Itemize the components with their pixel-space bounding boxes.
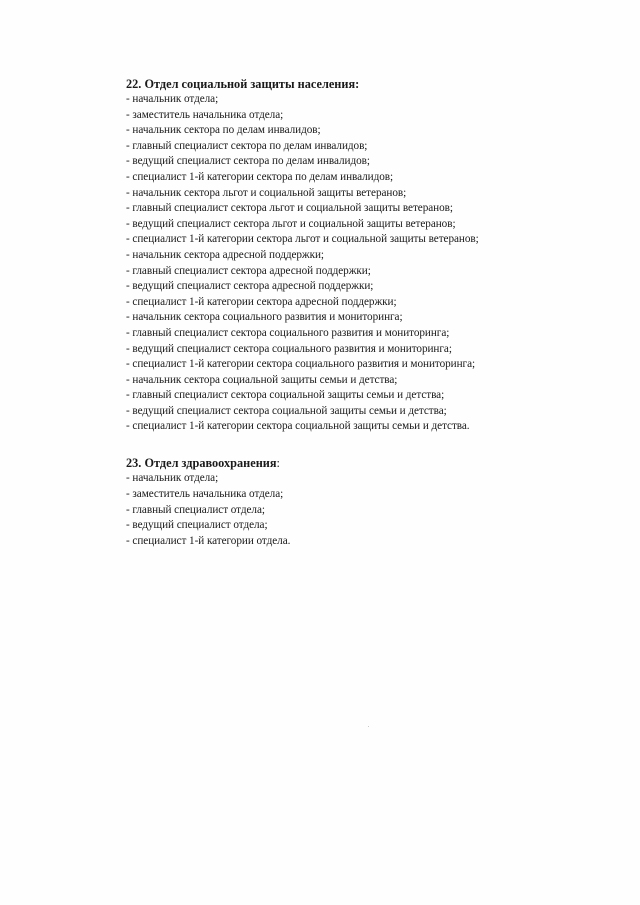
list-item: - начальник сектора социального развития и мониторинга; bbox=[126, 311, 403, 324]
list-item: - специалист 1-й категории сектора по делам инвалидов; bbox=[126, 170, 394, 183]
list-item: - специалист 1-й категории отдела. bbox=[126, 535, 291, 548]
list-item: - начальник отдела; bbox=[126, 472, 219, 484]
section-heading-text: 23. Отдел здравоохранения bbox=[126, 456, 277, 470]
list-item: - главный специалист сектора по делам инвалидов; bbox=[126, 139, 368, 152]
list-item: - специалист 1-й категории сектора адресной поддержки; bbox=[126, 295, 397, 308]
list-item: - специалист 1-й категории сектора социального развития и мониторинга; bbox=[126, 358, 476, 371]
section-heading-suffix: : bbox=[276, 456, 280, 470]
list-item: - ведущий специалист сектора социальной защиты семьи и детства; bbox=[126, 404, 447, 417]
list-item: - специалист 1-й категории сектора социальной защиты семьи и детства. bbox=[126, 420, 470, 433]
list-item: - начальник сектора льгот и социальной защиты ветеранов; bbox=[126, 186, 407, 199]
scan-speck bbox=[368, 726, 369, 727]
list-item: - главный специалист сектора адресной поддержки; bbox=[126, 264, 371, 277]
section-heading: 22. Отдел социальной защиты населения: bbox=[126, 77, 360, 91]
list-item: - начальник сектора социальной защиты семьи и детства; bbox=[126, 373, 398, 386]
list-item: - начальник сектора адресной поддержки; bbox=[126, 248, 324, 261]
list-item: - ведущий специалист сектора социального развития и мониторинга; bbox=[126, 342, 452, 355]
position-list bbox=[126, 471, 626, 550]
list-item: - ведущий специалист сектора по делам инвалидов; bbox=[126, 155, 370, 168]
section-social-protection bbox=[126, 76, 626, 435]
list-item: - заместитель начальника отдела; bbox=[126, 487, 284, 500]
list-item: - ведущий специалист сектора адресной поддержки; bbox=[126, 280, 374, 293]
position-list bbox=[126, 92, 626, 435]
section-heading bbox=[126, 455, 626, 471]
list-item: - ведущий специалист отдела; bbox=[126, 519, 268, 532]
list-item: - главный специалист сектора социальной защиты семьи и детства; bbox=[126, 389, 445, 402]
list-item: - заместитель начальника отдела; bbox=[126, 108, 284, 121]
list-item: - начальник отдела; bbox=[126, 93, 219, 105]
list-item: - главный специалист сектора социального развития и мониторинга; bbox=[126, 326, 450, 339]
list-item: - ведущий специалист сектора льгот и социальной защиты ветеранов; bbox=[126, 217, 456, 230]
list-item: - начальник сектора по делам инвалидов; bbox=[126, 124, 321, 137]
list-item: - главный специалист сектора льгот и социальной защиты ветеранов; bbox=[126, 202, 453, 215]
section-healthcare bbox=[126, 455, 626, 550]
list-item: - главный специалист отдела; bbox=[126, 503, 265, 516]
list-item: - специалист 1-й категории сектора льгот и социальной защиты ветеранов; bbox=[126, 233, 479, 246]
